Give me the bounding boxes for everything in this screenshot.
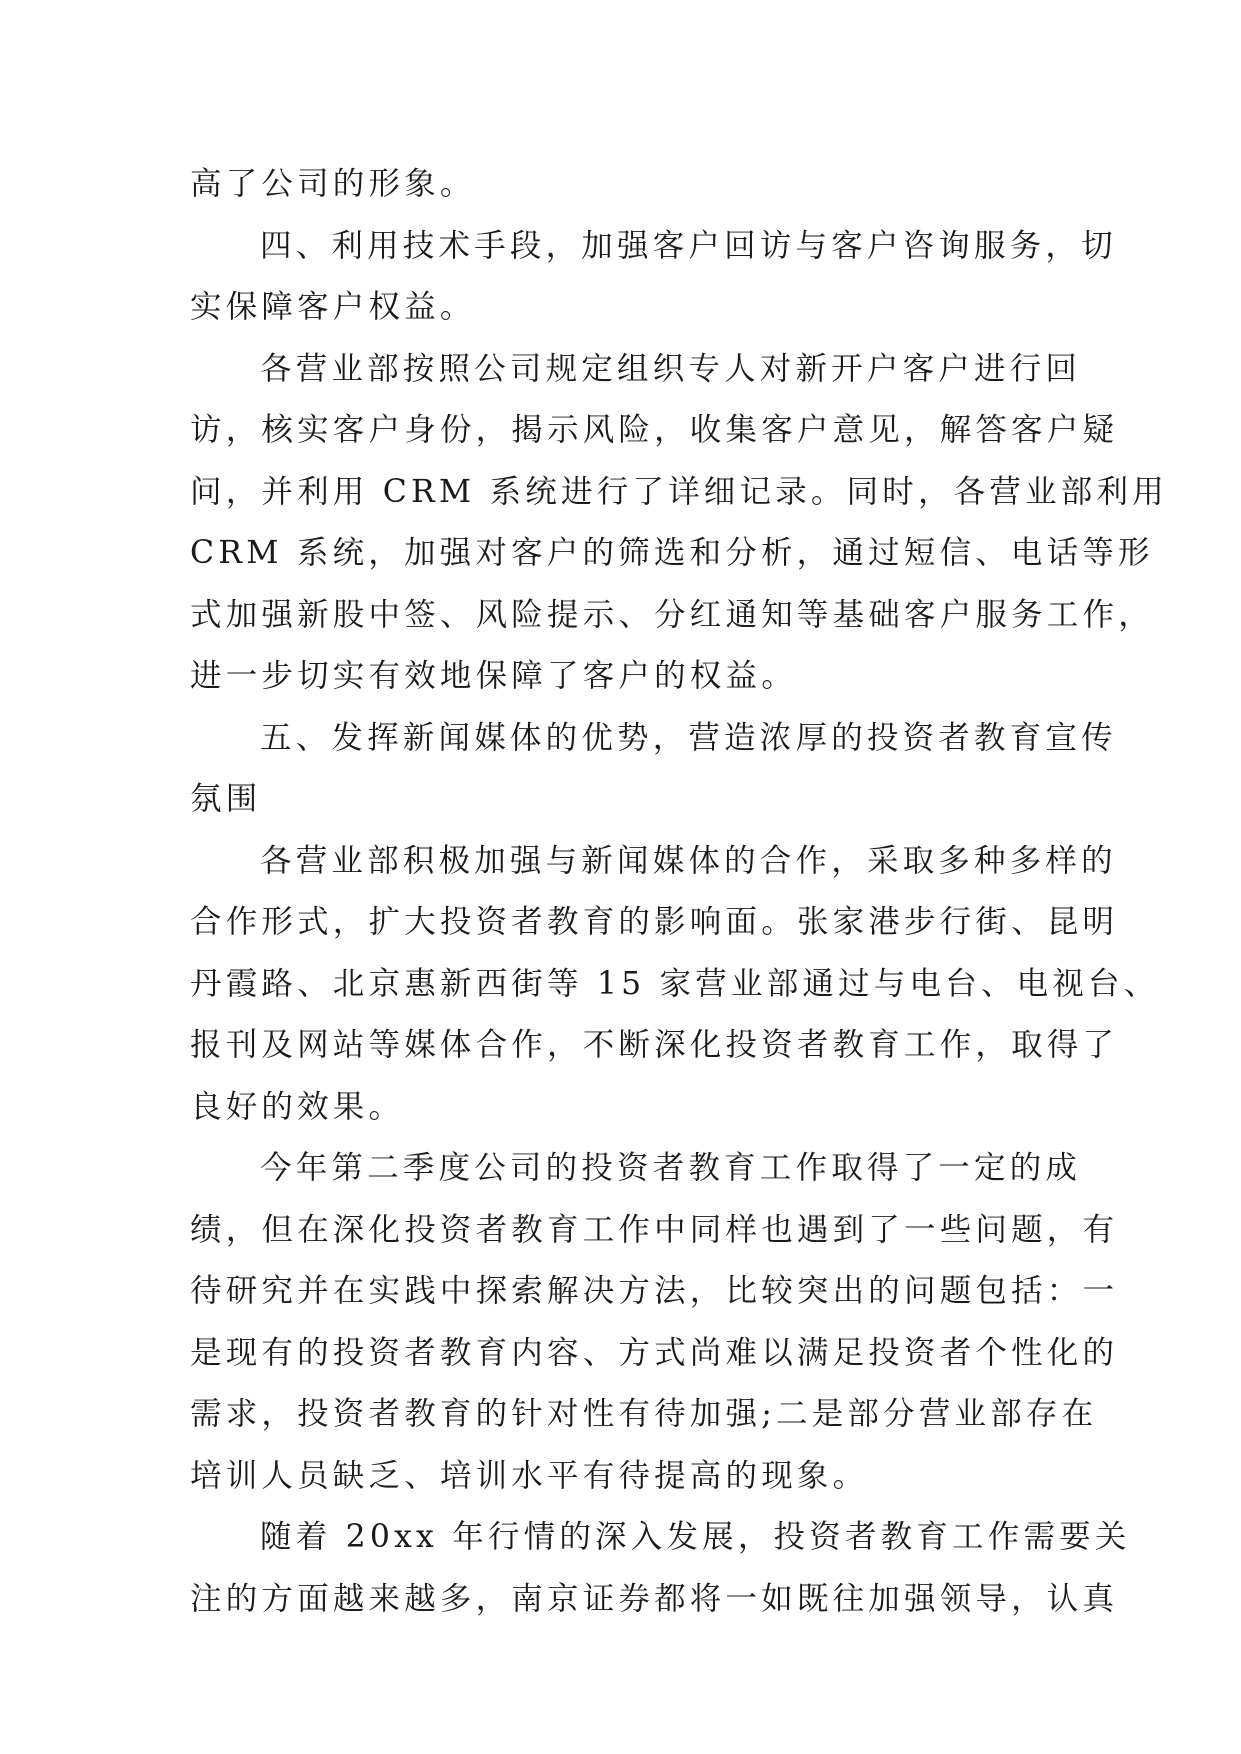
text-line: 报刊及网站等媒体合作，不断深化投资者教育工作，取得了 [190,1027,1119,1063]
text-line: 注的方面越来越多，南京证券都将一如既往加强领导，认真 [190,1580,1119,1617]
text-line: 绩，但在深化投资者教育工作中同样也遇到了一些问题，有 [190,1211,1119,1248]
text-line: 良好的效果。 [190,1088,405,1125]
text-line: 待研究并在实践中探索解决方法，比较突出的问题包括：一 [190,1273,1119,1309]
section-heading-line: 四、利用技术手段，加强客户回访与客户咨询服务，切 [260,227,1117,264]
section-heading-line: 五、发挥新闻媒体的优势，营造浓厚的投资者教育宣传 [260,719,1117,756]
document-body [190,154,1168,1630]
text-line: 合作形式，扩大投资者教育的影响面。张家港步行街、昆明 [190,904,1119,940]
section-heading-line: 实保障客户权益。 [190,289,476,325]
text-line: 培训人员缺乏、培训水平有待提高的现象。 [190,1457,869,1494]
text-line: 随着 20xx 年行情的深入发展，投资者教育工作需要关 [260,1519,1131,1555]
text-line: 式加强新股中签、风险提示、分红通知等基础客户服务工作， [190,596,1154,633]
text-line: 需求，投资者教育的针对性有待加强;二是部分营业部存在 [190,1396,1098,1432]
text-line: 问，并利用 CRM 系统进行了详细记录。同时，各营业部利用 [190,473,1168,510]
text-line: 是现有的投资者教育内容、方式尚难以满足投资者个性化的 [190,1334,1119,1371]
text-line: 进一步切实有效地保障了客户的权益。 [190,658,797,694]
text-line: 高了公司的形象。 [190,166,476,202]
text-line: CRM 系统，加强对客户的筛选和分析，通过短信、电话等形 [190,535,1154,571]
text-line: 访，核实客户身份，揭示风险，收集客户意见，解答客户疑 [190,412,1119,448]
section-heading-line: 氛围 [190,781,262,817]
text-line: 各营业部积极加强与新闻媒体的合作，采取多种多样的 [260,842,1117,879]
text-line: 丹霞路、北京惠新西街等 15 家营业部通过与电台、电视台、 [190,965,1160,1002]
text-line: 各营业部按照公司规定组织专人对新开户客户进行回 [260,350,1082,387]
text-line: 今年第二季度公司的投资者教育工作取得了一定的成 [260,1150,1082,1186]
